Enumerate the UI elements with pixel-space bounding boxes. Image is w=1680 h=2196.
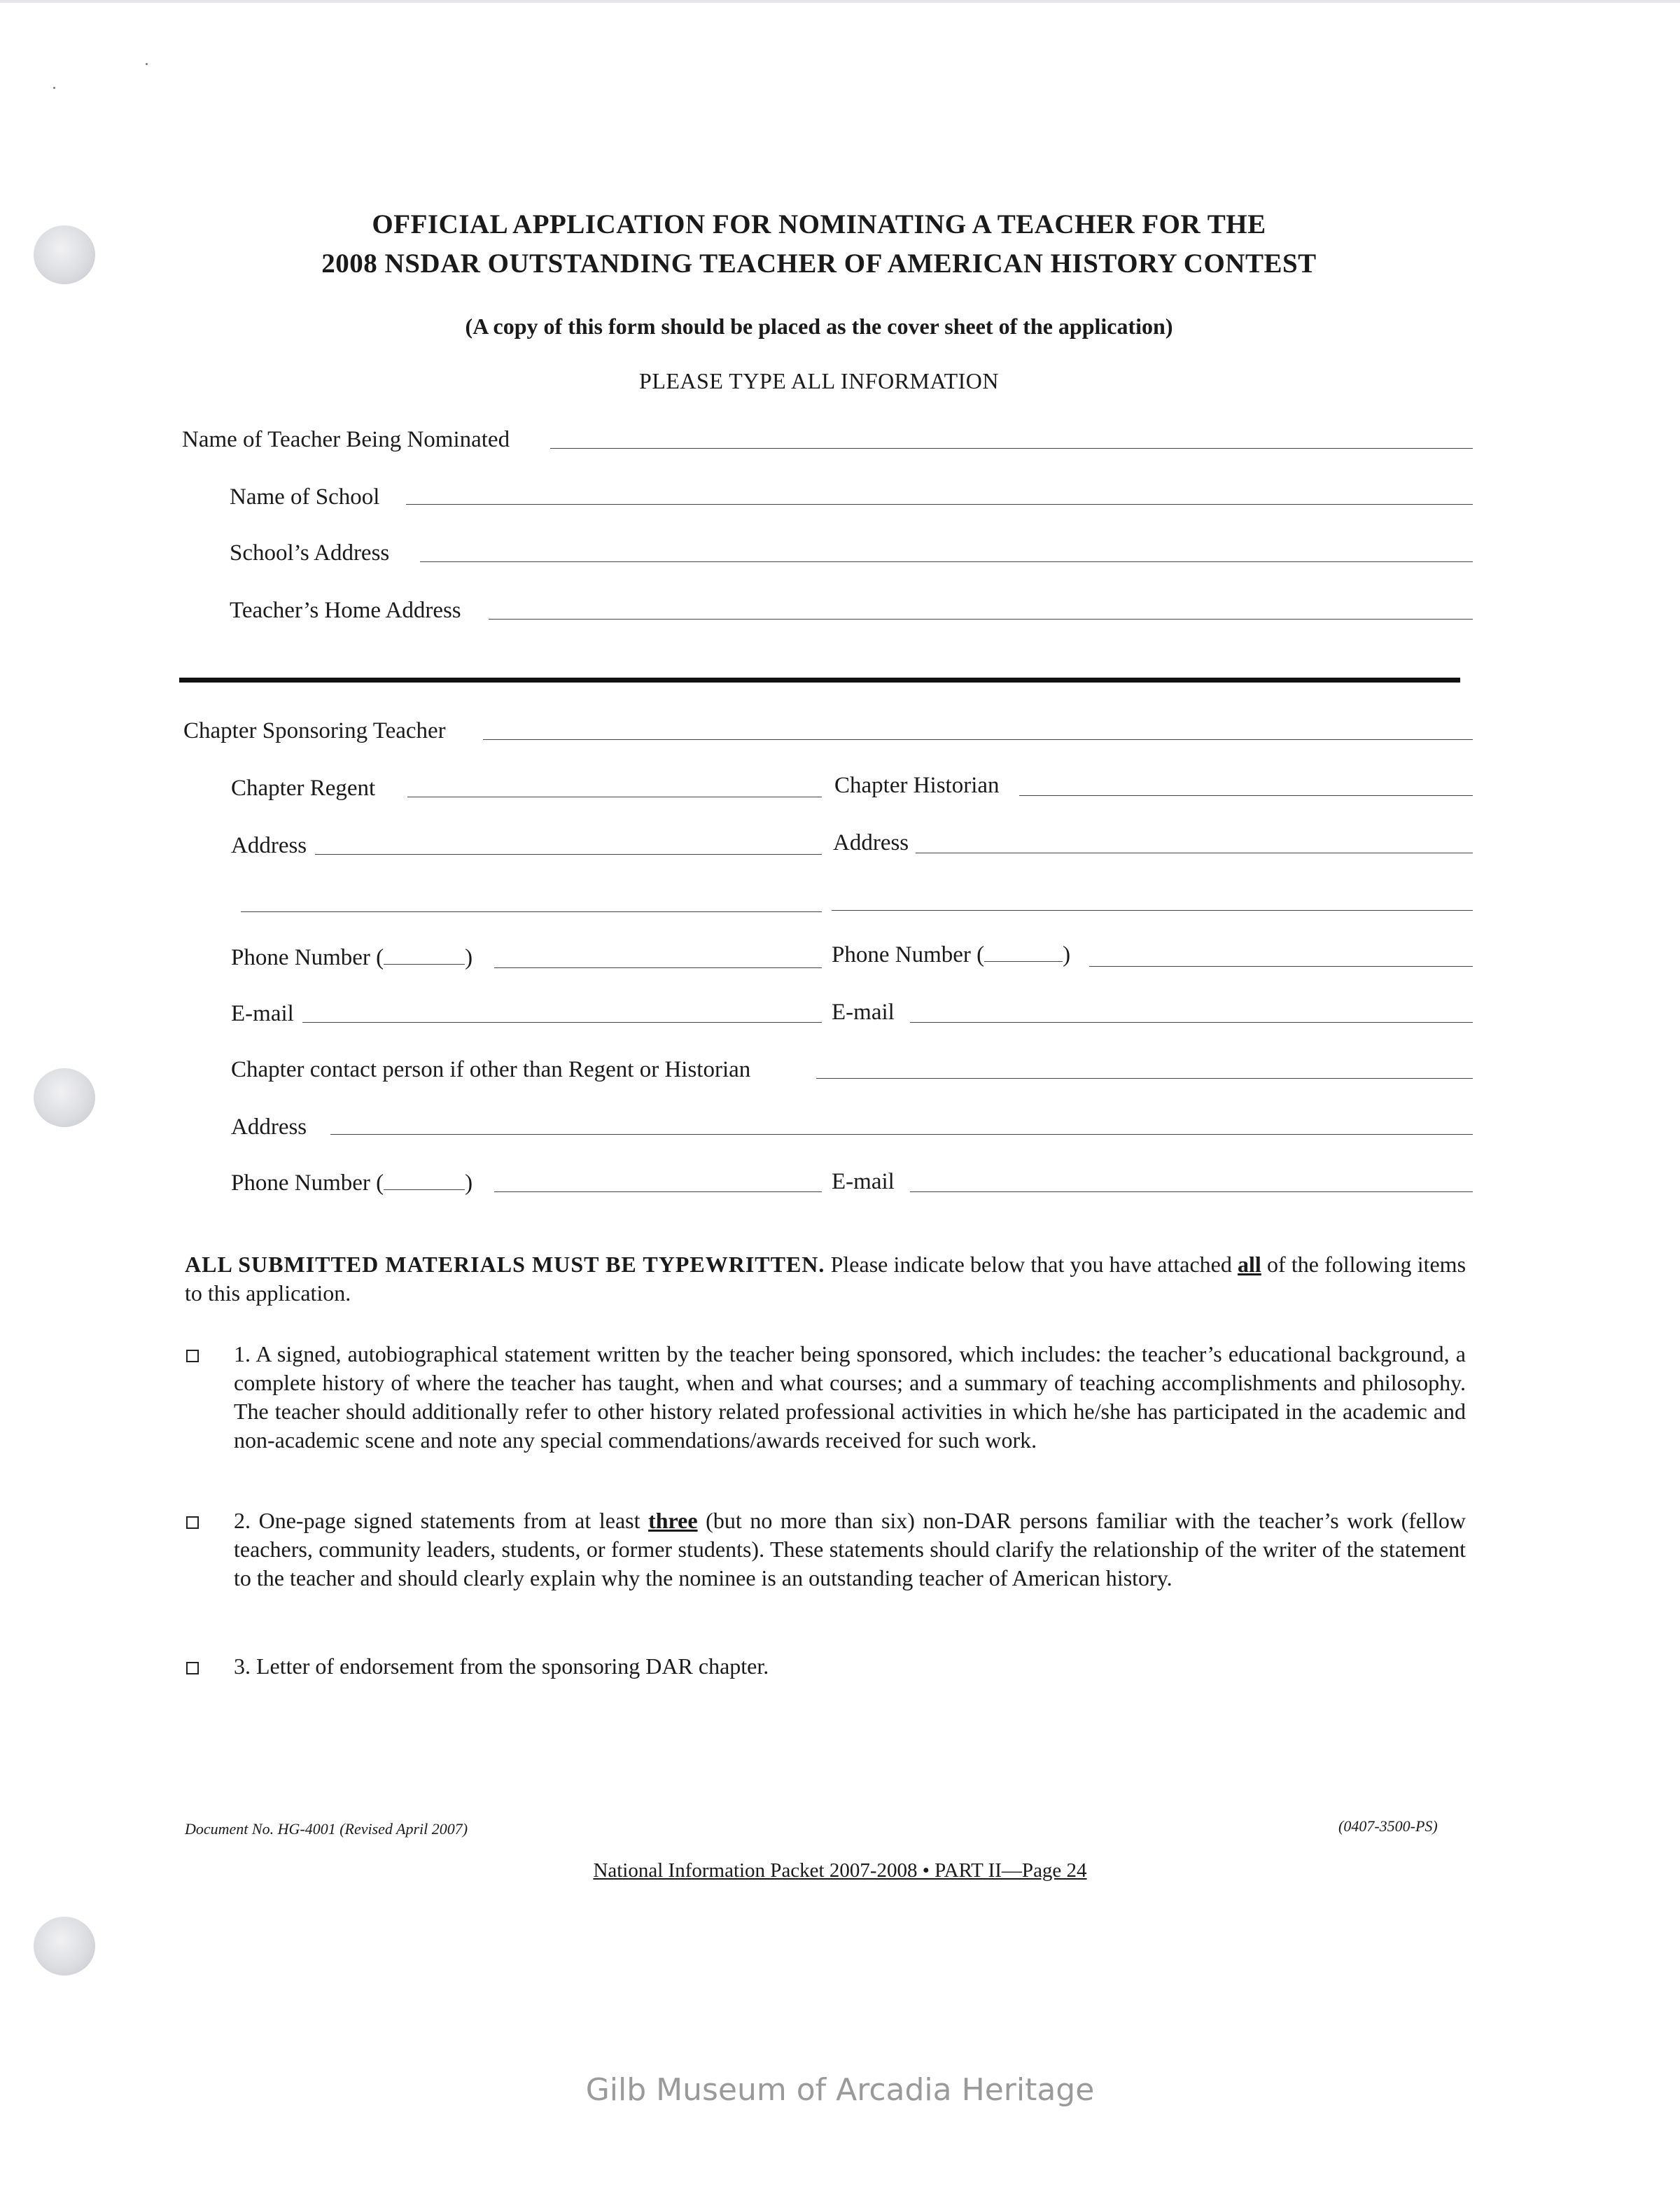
regent-phone-label: Phone Number ( ) <box>231 945 473 970</box>
historian-area-code-field[interactable] <box>984 943 1063 962</box>
home-address-field[interactable] <box>489 619 1473 620</box>
form-subtitle: (A copy of this form should be placed as the cover sheet of the application) <box>465 314 1173 339</box>
historian-phone-field[interactable] <box>1089 966 1473 967</box>
item2-text: 2. One-page signed statements from at least three (but no more than six) non-DAR persons familiar with the teacher’s work (fellow teachers, community leaders, students, or former students). These statements should clarify the relationship of the writer of the statement to the teacher and should clearly explain why the nominee is an outstanding teacher of American history. <box>234 1508 1466 1590</box>
scan-speck <box>53 87 55 89</box>
binder-hole <box>34 1917 95 1975</box>
materials-text-end: of the following items to this application. <box>185 1252 1466 1306</box>
teacher-name-field[interactable] <box>550 448 1473 449</box>
historian-phone-label: Phone Number ( ) <box>832 942 1071 967</box>
regent-address-field[interactable] <box>315 854 822 855</box>
chapter-historian-label: Chapter Historian <box>834 773 1000 798</box>
contact-email-field[interactable] <box>910 1191 1473 1192</box>
chapter-regent-label: Chapter Regent <box>231 776 376 801</box>
museum-watermark: Gilb Museum of Arcadia Heritage <box>585 2072 1095 2108</box>
materials-all-emphasis: all <box>1238 1252 1261 1277</box>
contact-person-label: Chapter contact person if other than Regent or Historian <box>231 1057 751 1082</box>
school-address-field[interactable] <box>420 561 1473 562</box>
materials-text: Please indicate below that you have attached <box>825 1252 1238 1277</box>
scan-speck <box>146 63 148 65</box>
historian-address-line2[interactable] <box>832 910 1473 911</box>
school-name-label: Name of School <box>230 484 380 510</box>
chapter-sponsoring-label: Chapter Sponsoring Teacher <box>183 718 446 743</box>
contact-area-code-field[interactable] <box>384 1171 465 1190</box>
contact-address-label: Address <box>231 1114 307 1140</box>
regent-email-field[interactable] <box>302 1022 822 1023</box>
historian-email-label: E-mail <box>832 1000 895 1025</box>
section-divider <box>179 678 1460 683</box>
regent-email-label: E-mail <box>231 1001 294 1026</box>
contact-email-label: E-mail <box>832 1169 895 1194</box>
item1-text: 1. A signed, autobiographical statement written by the teacher being sponsored, which includes: the teacher’s educational background, a complete history of where the teacher has taught, when and what courses; and a summary of teaching accomplishments and philosophy. The teacher should additionally refer to other history related professional activities in which he/she has participated in the academic and non-academic scene and note any special commendations/awards received for such work. <box>234 1341 1466 1453</box>
contact-person-field[interactable] <box>816 1078 1473 1079</box>
home-address-label: Teacher’s Home Address <box>230 598 461 623</box>
document-number: Document No. HG-4001 (Revised April 2007) <box>185 1820 468 1838</box>
regent-address-line2[interactable] <box>241 911 822 912</box>
item2-three-emphasis: three <box>648 1508 698 1533</box>
regent-phone-field[interactable] <box>494 967 822 968</box>
contact-phone-label: Phone Number ( ) <box>231 1170 473 1196</box>
historian-address-label: Address <box>833 830 909 855</box>
page-edge <box>0 0 1680 3</box>
packet-footer <box>0 1859 1680 1882</box>
school-address-label: School’s Address <box>230 540 390 566</box>
chapter-sponsoring-field[interactable] <box>483 739 1473 740</box>
document-code: (0407-3500-PS) <box>1338 1817 1438 1835</box>
materials-heading: ALL SUBMITTED MATERIALS MUST BE TYPEWRITTEN. <box>185 1252 825 1277</box>
binder-hole <box>34 1068 95 1127</box>
school-name-field[interactable] <box>406 504 1473 505</box>
contact-address-field[interactable] <box>330 1134 1473 1135</box>
type-instruction: PLEASE TYPE ALL INFORMATION <box>639 368 999 393</box>
form-title-line2: 2008 NSDAR OUTSTANDING TEACHER OF AMERICAN HISTORY CONTEST <box>321 249 1317 279</box>
form-title-line1: OFFICIAL APPLICATION FOR NOMINATING A TEACHER FOR THE <box>372 209 1266 239</box>
item3-text: 3. Letter of endorsement from the sponsoring DAR chapter. <box>234 1653 769 1679</box>
teacher-name-label: Name of Teacher Being Nominated <box>182 427 510 452</box>
item3-checkbox[interactable] <box>186 1662 199 1674</box>
regent-area-code-field[interactable] <box>384 946 465 965</box>
contact-phone-field[interactable] <box>494 1191 822 1192</box>
chapter-historian-field[interactable] <box>1019 795 1473 796</box>
historian-email-field[interactable] <box>910 1022 1473 1023</box>
packet-footer-text: National Information Packet 2007-2008 • PART II—Page 24 <box>593 1859 1087 1882</box>
item2-checkbox[interactable] <box>186 1516 199 1529</box>
item1-checkbox[interactable] <box>186 1350 199 1362</box>
materials-instructions <box>185 1250 1466 1308</box>
regent-address-label: Address <box>231 833 307 858</box>
